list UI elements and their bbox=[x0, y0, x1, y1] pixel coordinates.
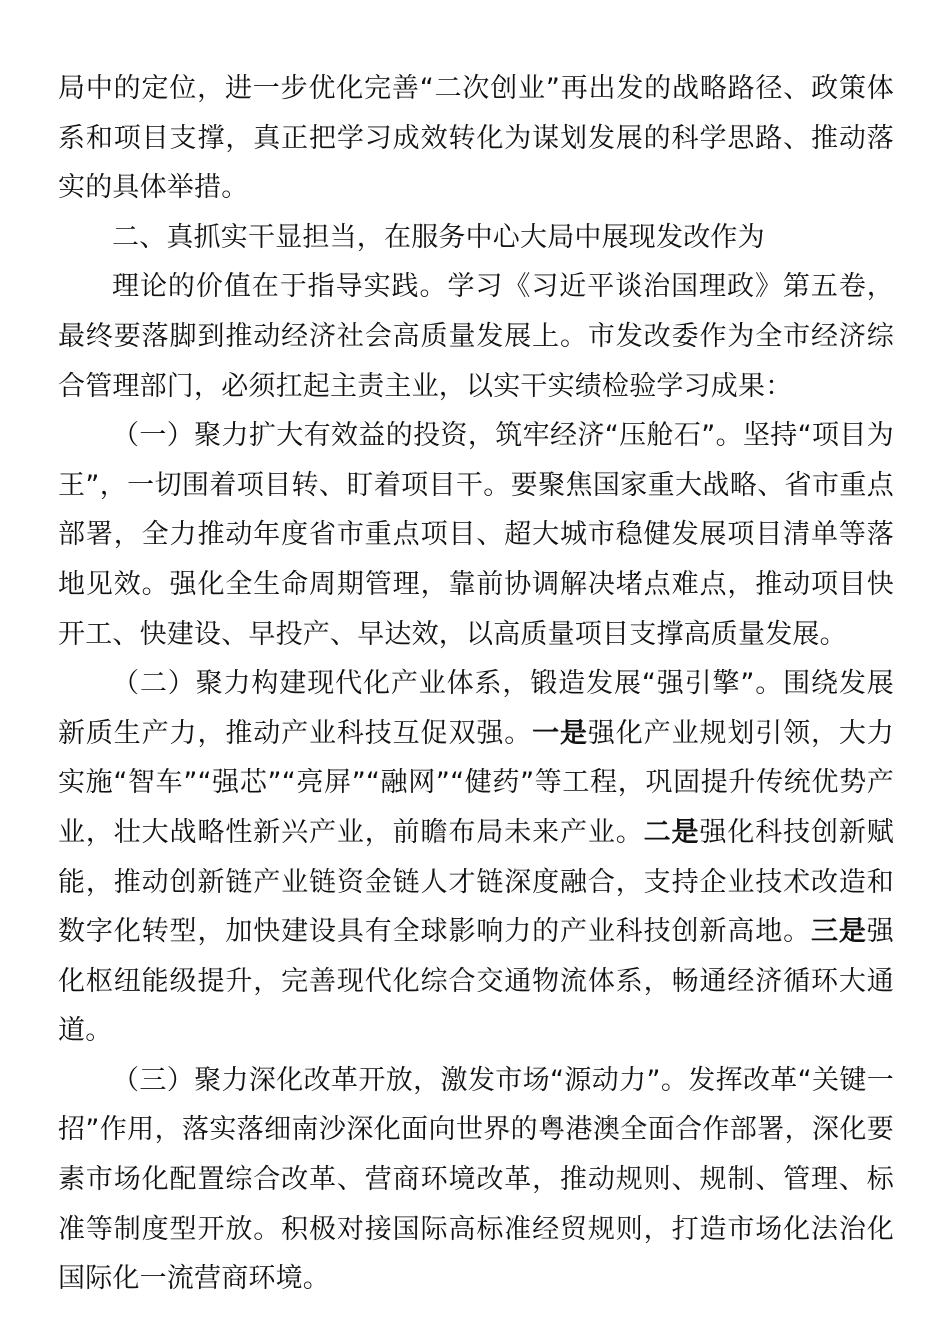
paragraph-investment: （一）聚力扩大有效益的投资，筑牢经济“压舱石”。坚持“项目为王”，一切围着项目转、盯着项目干。要聚焦国家重大战略、省市重点部署，全力推动年度省市重点项目、超大城市稳健发展项目清单等落地见效。强化全生命周期管理，靠前协调解决堵点难点，推动项目快开工、快建设、早投产、早达效，以高质量项目支撑高质量发展。 bbox=[58, 420, 894, 650]
industry-intro: （二）聚力构建现代化产业体系，锻造发展“强引擎”。围绕发展新质生产力，推动产业科技互促双强。 bbox=[58, 668, 894, 749]
point-label-2: 二是 bbox=[643, 816, 700, 848]
point-text-2: 强化科技创新赋能，推动创新链产业链资金链人才链深度融合，支持企业技术改造和数字化转型，加快建设具有全球影响力的产业科技创新高地。 bbox=[58, 816, 894, 948]
document-page bbox=[58, 64, 894, 1304]
paragraph-continuation: 局中的定位，进一步优化完善“二次创业”再出发的战略路径、政策体系和项目支撑，真正把学习成效转化为谋划发展的科学思路、推动落实的具体举措。 bbox=[58, 73, 894, 204]
point-text-3: 强化枢纽能级提升，完善现代化综合交通物流体系，畅通经济循环大通道。 bbox=[58, 916, 894, 1047]
paragraph-theory-practice: 理论的价值在于指导实践。学习《习近平谈治国理政》第五卷，最终要落脚到推动经济社会高质量发展上。市发改委作为全市经济综合管理部门，必须扛起主责主业，以实干实绩检验学习成果： bbox=[58, 271, 894, 402]
paragraph-reform-opening: （三）聚力深化改革开放，激发市场“源动力”。发挥改革“关键一招”作用，落实落细南沙深化面向世界的粤港澳全面合作部署，深化要素市场化配置综合改革、营商环境改革，推动规则、规制、管理、标准等制度型开放。积极对接国际高标准经贸规则，打造市场化法治化国际化一流营商环境。 bbox=[58, 1064, 894, 1295]
section-heading-2: 二、真抓实干显担当，在服务中心大局中展现发改作为 bbox=[112, 221, 765, 253]
point-text-1: 强化产业规划引领，大力实施“智车”“强芯”“亮屏”“融网”“健药”等工程，巩固提升传统优势产业，壮大战略性新兴产业，前瞻布局未来产业。 bbox=[58, 717, 894, 848]
point-label-1: 一是 bbox=[532, 717, 588, 749]
paragraph-industry-system bbox=[58, 659, 894, 1056]
point-label-3: 三是 bbox=[811, 916, 867, 948]
